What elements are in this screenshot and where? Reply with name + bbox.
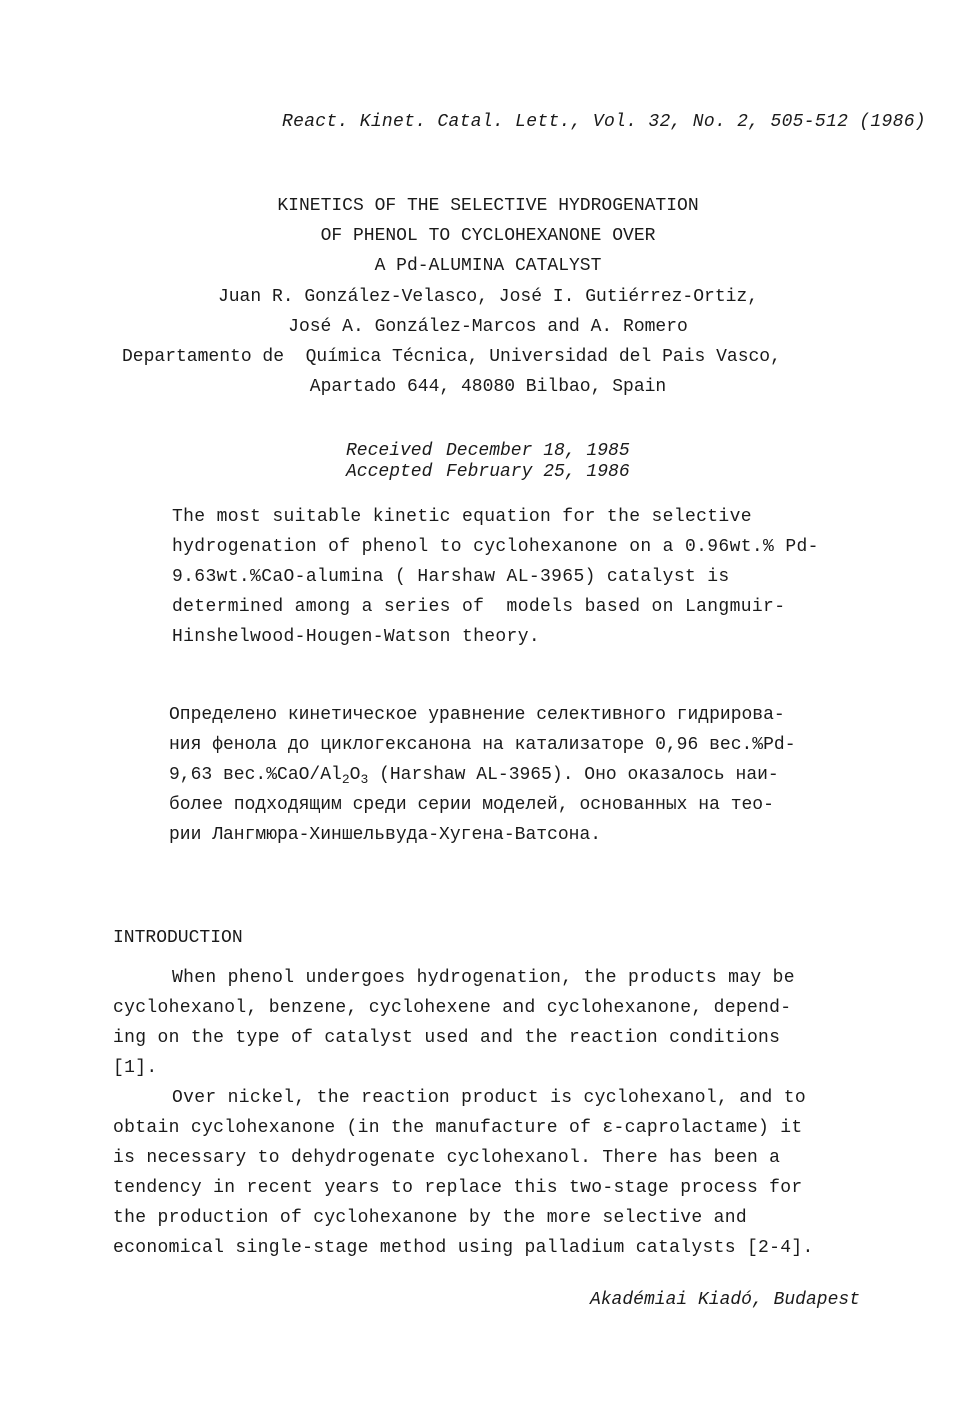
title-line: OF PHENOL TO CYCLOHEXANONE OVER (320, 226, 656, 246)
journal-citation: React. Kinet. Catal. Lett., Vol. 32, No. 2, 505-512 (1986) (282, 112, 926, 132)
formula-text: O (349, 765, 361, 785)
abstract-ru-line: рии Лангмюра-Хиншельвуда-Хугена-Ватсона. (169, 825, 602, 845)
section-heading-introduction: INTRODUCTION (113, 928, 243, 948)
body-line: cyclohexanol, benzene, cyclohexene and cyclohexanone, depend- (113, 998, 792, 1018)
abstract-ru-line: Определено кинетическое уравнение селективного гидрирова- (169, 705, 785, 725)
body-line: [1]. (113, 1058, 158, 1078)
affiliation-line: Departamento de Química Técnica, Universidad del Pais Vasco, (122, 347, 781, 367)
title-line: KINETICS OF THE SELECTIVE HYDROGENATION (277, 196, 699, 216)
subscript: 2 (341, 772, 350, 787)
abstract-ru-line (169, 764, 779, 791)
authors-line: José A. González-Marcos and A. Romero (288, 317, 688, 337)
abstract-ru-line: ния фенола до циклогексанона на катализаторе 0,96 вес.%Pd- (169, 735, 796, 755)
abstract-line: The most suitable kinetic equation for the selective (172, 507, 752, 527)
body-line: economical single-stage method using palladium catalysts [2-4]. (113, 1238, 814, 1258)
abstract-line: Hinshelwood-Hougen-Watson theory. (172, 627, 541, 647)
abstract-ru-text: (Harshaw AL-3965). Оно оказалось наи- (368, 765, 779, 785)
body-line: the production of cyclohexanone by the more selective and (113, 1208, 747, 1228)
affiliation-line: Apartado 644, 48080 Bilbao, Spain (309, 377, 667, 397)
body-line: ing on the type of catalyst used and the reaction conditions (113, 1028, 781, 1048)
accepted-date: February 25, 1986 (446, 462, 630, 482)
title-line: A Pd-ALUMINA CATALYST (374, 256, 602, 276)
subscript: 3 (360, 772, 369, 787)
abstract-line: hydrogenation of phenol to cyclohexanone on a 0.96wt.% Pd- (172, 537, 819, 557)
received-label: Received (346, 441, 433, 461)
abstract-ru-line: более подходящим среди серии моделей, основанных на тео- (169, 795, 774, 815)
publisher-footer: Akadémiai Kiadó, Budapest (589, 1290, 860, 1310)
body-line: When phenol undergoes hydrogenation, the products may be (172, 968, 795, 988)
body-line: Over nickel, the reaction product is cyclohexanol, and to (172, 1088, 806, 1108)
abstract-line: determined among a series of models based on Langmuir- (172, 597, 786, 617)
formula-text: 9,63 вес.%CaO/Al (169, 765, 342, 785)
body-line: tendency in recent years to replace this two-stage process for (113, 1178, 803, 1198)
body-line: obtain cyclohexanone (in the manufacture of ε-caprolactame) it (113, 1118, 803, 1138)
received-date: December 18, 1985 (446, 441, 630, 461)
accepted-label: Accepted (346, 462, 433, 482)
authors-line: Juan R. González-Velasco, José I. Gutiérrez-Ortiz, (217, 287, 759, 307)
abstract-line: 9.63wt.%CaO-alumina ( Harshaw AL-3965) catalyst is (172, 567, 730, 587)
body-line: is necessary to dehydrogenate cyclohexanol. There has been a (113, 1148, 781, 1168)
